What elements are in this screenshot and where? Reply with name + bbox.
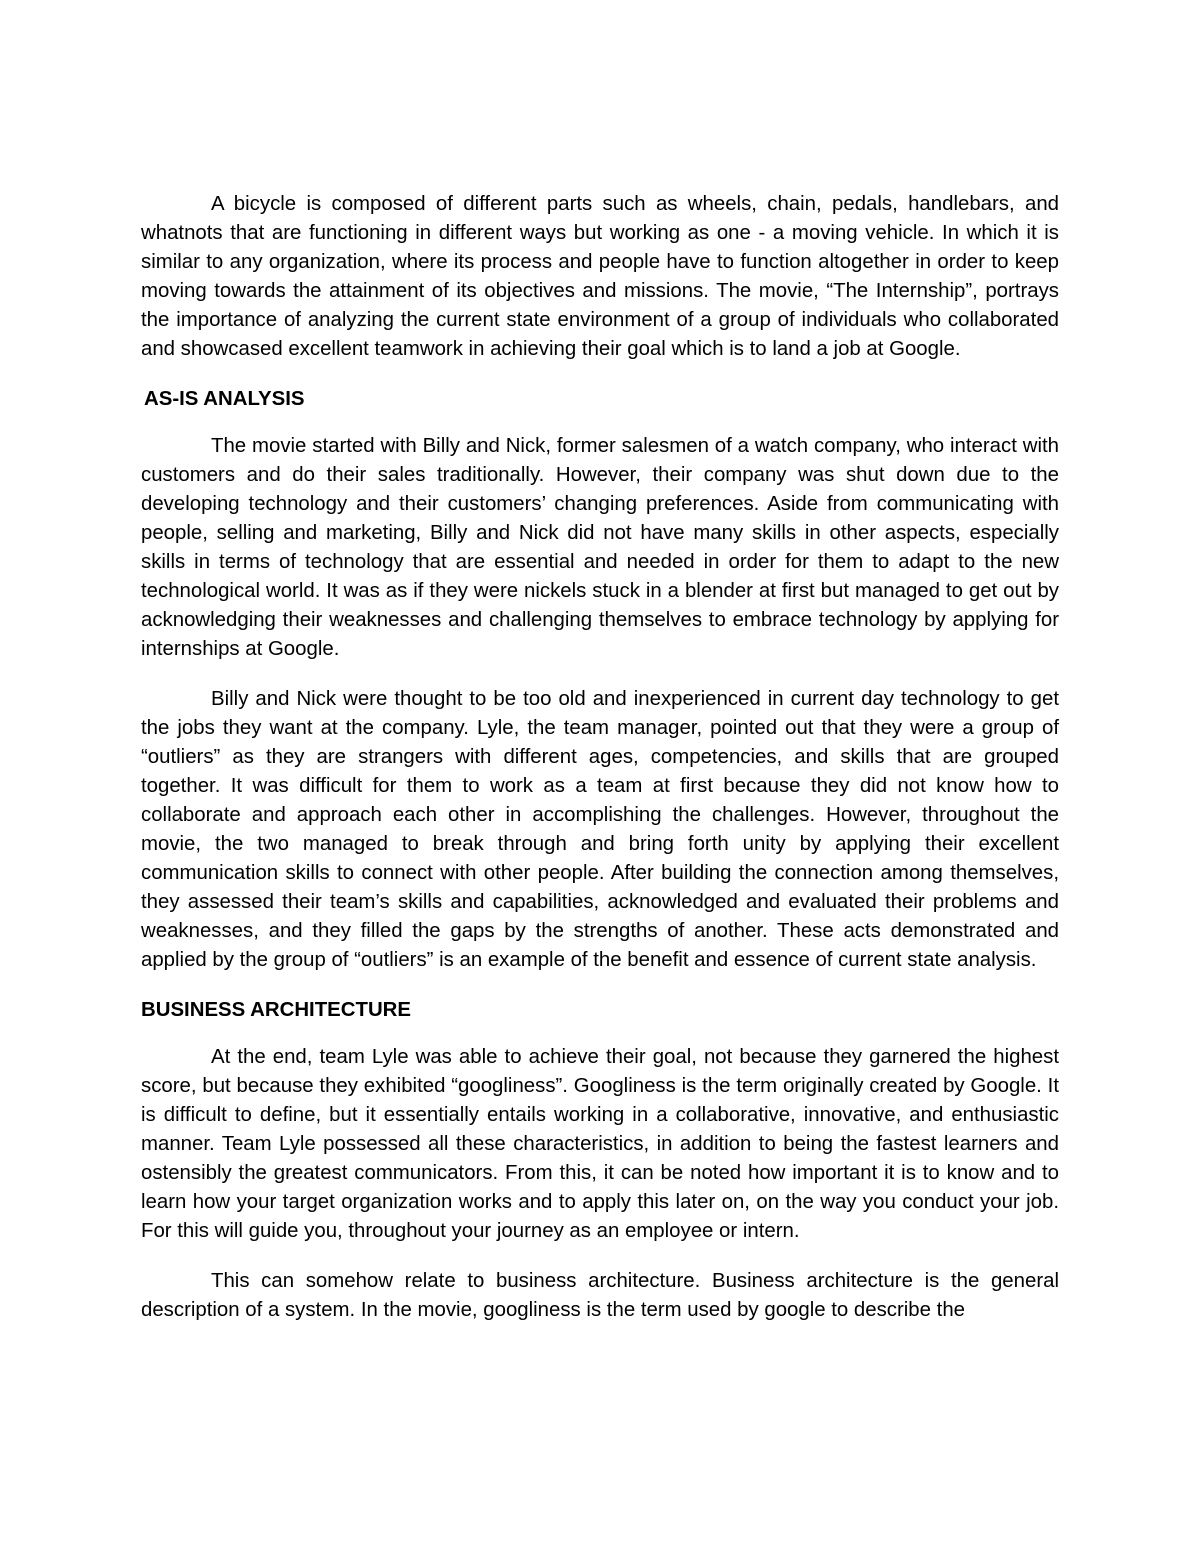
business-architecture-heading: BUSINESS ARCHITECTURE — [141, 999, 412, 1021]
as-is-paragraph-2: Billy and Nick were thought to be too old and inexperienced in current day technology to get the jobs they want at the company. Lyle, the team manager, pointed out that they were a group of “outliers” as they are strangers with different ages, competencies, and skills that are grouped together. It was difficult for them to work as a team at first because they did not know how to collaborate and approach each other in accomplishing the challenges. However, throughout the movie, the two managed to break through and bring forth unity by applying their excellent communication skills to connect with other people. After building the connection among themselves, they assessed their team’s skills and capabilities, acknowledged and evaluated their problems and weaknesses, and they filled the gaps by the strengths of another. These acts demonstrated and applied by the group of “outliers” is an example of the benefit and essence of current state analysis. — [141, 688, 1059, 971]
business-architecture-paragraph-1: At the end, team Lyle was able to achieve their goal, not because they garnered the highest score, but because they exhibited “googliness”. Googliness is the term originally created by Google. It is difficult to define, but it essentially entails working in a collaborative, innovative, and enthusiastic manner. Team Lyle possessed all these characteristics, in addition to being the fastest learners and ostensibly the greatest communicators. From this, it can be noted how important it is to know and to learn how your target organization works and to apply this later on, on the way you conduct your job. For this will guide you, throughout your journey as an employee or intern. — [141, 1046, 1059, 1242]
intro-paragraph: A bicycle is composed of different parts such as wheels, chain, pedals, handlebars, and whatnots that are functioning in different ways but working as one - a moving vehicle. In which it is similar to any organization, where its process and people have to function altogether in order to keep moving towards the attainment of its objectives and missions. The movie, “The Internship”, portrays the importance of analyzing the current state environment of a group of individuals who collaborated and showcased excellent teamwork in achieving their goal which is to land a job at Google. — [141, 193, 1059, 360]
as-is-analysis-heading: AS-IS ANALYSIS — [144, 388, 305, 410]
as-is-paragraph-1: The movie started with Billy and Nick, former salesmen of a watch company, who interact with customers and do their sales traditionally. However, their company was shut down due to the developing technology and their customers’ changing preferences. Aside from communicating with people, selling and marketing, Billy and Nick did not have many skills in other aspects, especially skills in terms of technology that are essential and needed in order for them to adapt to the new technological world. It was as if they were nickels stuck in a blender at first but managed to get out by acknowledging their weaknesses and challenging themselves to embrace technology by applying for internships at Google. — [141, 435, 1059, 660]
business-architecture-paragraph-2: This can somehow relate to business architecture. Business architecture is the general description of a system. In the movie, googliness is the term used by google to describe the — [141, 1270, 1059, 1321]
